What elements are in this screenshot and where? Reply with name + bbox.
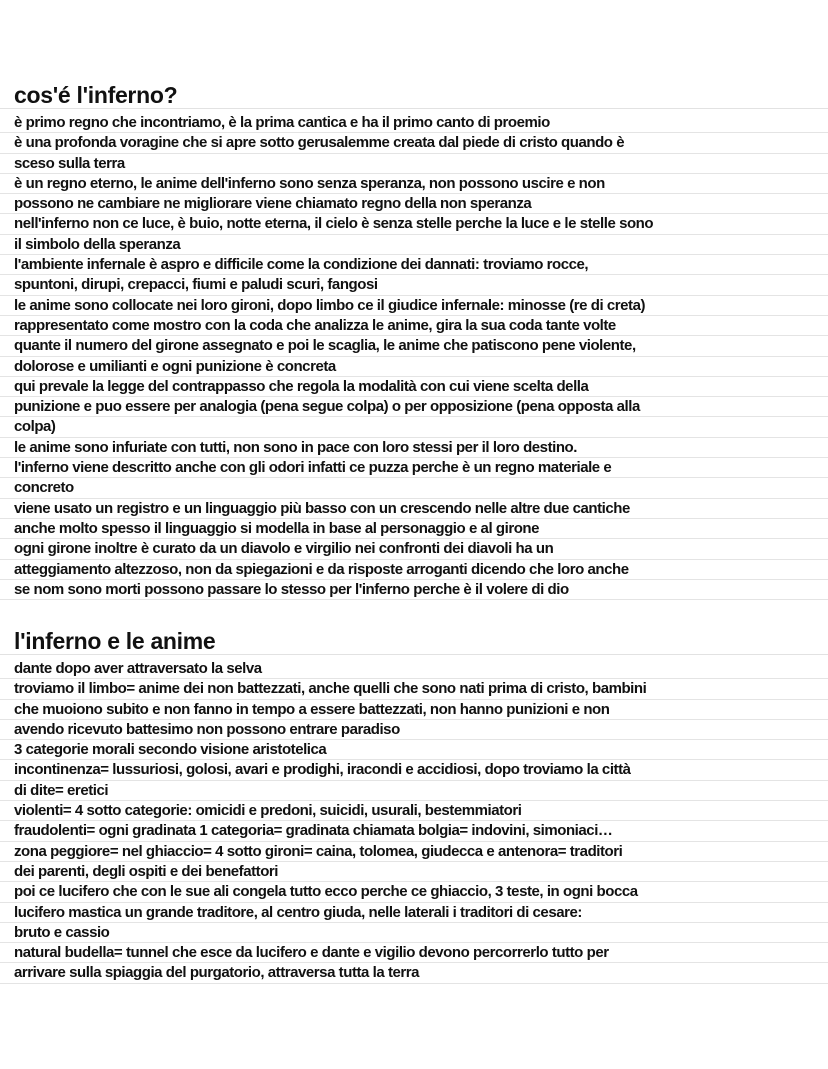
section-body xyxy=(0,659,828,984)
text-line: zona peggiore= nel ghiaccio= 4 sotto gironi= caina, tolomea, giudecca e antenora= traditori xyxy=(0,842,828,862)
text-line: lucifero mastica un grande traditore, al centro giuda, nelle laterali i traditori di cesare: xyxy=(0,903,828,923)
text-line: fraudolenti= ogni gradinata 1 categoria= gradinata chiamata bolgia= indovini, simoniaci… xyxy=(0,821,828,841)
text-line: è una profonda voragine che si apre sotto gerusalemme creata dal piede di cristo quando è xyxy=(0,133,828,153)
text-line: bruto e cassio xyxy=(0,923,828,943)
text-line: che muoiono subito e non fanno in tempo a essere battezzati, non hanno punizioni e non xyxy=(0,700,828,720)
text-line: natural budella= tunnel che esce da lucifero e dante e vigilio devono percorrerlo tutto per xyxy=(0,943,828,963)
text-line: le anime sono collocate nei loro gironi, dopo limbo ce il giudice infernale: minosse (re di creta) xyxy=(0,296,828,316)
text-line: l'inferno viene descritto anche con gli odori infatti ce puzza perche è un regno materiale e xyxy=(0,458,828,478)
text-line: punizione e puo essere per analogia (pena segue colpa) o per opposizione (pena opposta alla xyxy=(0,397,828,417)
text-line: viene usato un registro e un linguaggio più basso con un crescendo nelle altre due cantiche xyxy=(0,499,828,519)
section-linferno-e-le-anime xyxy=(0,628,828,984)
text-line: 3 categorie morali secondo visione aristotelica xyxy=(0,740,828,760)
section-title: l'inferno e le anime xyxy=(0,628,828,655)
section-body xyxy=(0,113,828,600)
text-line: poi ce lucifero che con le sue ali congela tutto ecco perche ce ghiaccio, 3 teste, in ogni bocca xyxy=(0,882,828,902)
text-line: troviamo il limbo= anime dei non battezzati, anche quelli che sono nati prima di cristo, bambini xyxy=(0,679,828,699)
text-line: il simbolo della speranza xyxy=(0,235,828,255)
text-line: atteggiamento altezzoso, non da spiegazioni e da risposte arroganti dicendo che loro anche xyxy=(0,560,828,580)
text-line: incontinenza= lussuriosi, golosi, avari e prodighi, iracondi e accidiosi, dopo troviamo la città xyxy=(0,760,828,780)
text-line: anche molto spesso il linguaggio si modella in base al personaggio e al girone xyxy=(0,519,828,539)
text-line: avendo ricevuto battesimo non possono entrare paradiso xyxy=(0,720,828,740)
text-line: rappresentato come mostro con la coda che analizza le anime, gira la sua coda tante volte xyxy=(0,316,828,336)
text-line: sceso sulla terra xyxy=(0,154,828,174)
text-line: violenti= 4 sotto categorie: omicidi e predoni, suicidi, usurali, bestemmiatori xyxy=(0,801,828,821)
text-line: se nom sono morti possono passare lo stesso per l'inferno perche è il volere di dio xyxy=(0,580,828,600)
text-line: spuntoni, dirupi, crepacci, fiumi e paludi scuri, fangosi xyxy=(0,275,828,295)
text-line: l'ambiente infernale è aspro e difficile come la condizione dei dannati: troviamo rocce, xyxy=(0,255,828,275)
text-line: è un regno eterno, le anime dell'inferno sono senza speranza, non possono uscire e non xyxy=(0,174,828,194)
text-line: dolorose e umilianti e ogni punizione è concreta xyxy=(0,357,828,377)
text-line: è primo regno che incontriamo, è la prima cantica e ha il primo canto di proemio xyxy=(0,113,828,133)
text-line: ogni girone inoltre è curato da un diavolo e virgilio nei confronti dei diavoli ha un xyxy=(0,539,828,559)
text-line: concreto xyxy=(0,478,828,498)
text-line: possono ne cambiare ne migliorare viene chiamato regno della non speranza xyxy=(0,194,828,214)
text-line: arrivare sulla spiaggia del purgatorio, attraversa tutta la terra xyxy=(0,963,828,983)
section-title: cos'é l'inferno? xyxy=(0,82,828,109)
section-cose-linferno xyxy=(0,82,828,600)
text-line: di dite= eretici xyxy=(0,781,828,801)
text-line: quante il numero del girone assegnato e poi le scaglia, le anime che patiscono pene violente, xyxy=(0,336,828,356)
text-line: colpa) xyxy=(0,417,828,437)
text-line: qui prevale la legge del contrappasso che regola la modalità con cui viene scelta della xyxy=(0,377,828,397)
text-line: le anime sono infuriate con tutti, non sono in pace con loro stessi per il loro destino. xyxy=(0,438,828,458)
text-line: nell'inferno non ce luce, è buio, notte eterna, il cielo è senza stelle perche la luce e le stelle sono xyxy=(0,214,828,234)
text-line: dante dopo aver attraversato la selva xyxy=(0,659,828,679)
text-line: dei parenti, degli ospiti e dei benefattori xyxy=(0,862,828,882)
